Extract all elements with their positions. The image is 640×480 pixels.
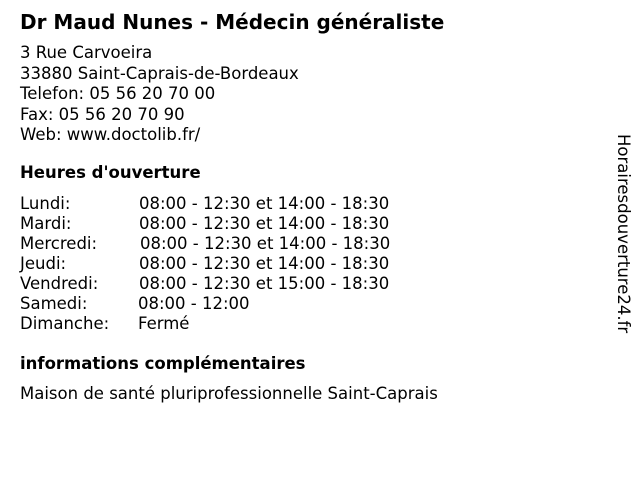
day-label: Samedi: <box>20 294 88 313</box>
opening-hours-heading: Heures d'ouverture <box>20 163 201 182</box>
website-link: Web: www.doctolib.fr/ <box>20 125 201 144</box>
time-range: Fermé <box>138 314 190 333</box>
day-label: Vendredi: <box>20 274 99 293</box>
time-range: 08:00 - 12:30 et 14:00 - 18:30 <box>140 234 391 253</box>
address-block <box>20 43 299 146</box>
day-label: Mardi: <box>20 214 72 233</box>
site-watermark: Horairesdouverture24.fr <box>614 134 633 334</box>
time-range: 08:00 - 12:00 <box>138 294 250 313</box>
day-label: Dimanche: <box>20 314 110 333</box>
time-range: 08:00 - 12:30 et 14:00 - 18:30 <box>139 194 390 213</box>
day-label: Jeudi: <box>20 254 67 273</box>
time-range: 08:00 - 12:30 et 14:00 - 18:30 <box>139 214 390 233</box>
day-label: Mercredi: <box>20 234 98 253</box>
page-title: Dr Maud Nunes - Médecin généraliste <box>20 10 445 34</box>
additional-info-text: Maison de santé pluriprofessionnelle Saint-Caprais <box>20 384 438 403</box>
city-postal-code: 33880 Saint-Caprais-de-Bordeaux <box>20 63 299 83</box>
fax-number: Fax: 05 56 20 70 90 <box>20 104 185 124</box>
additional-info-heading: informations complémentaires <box>20 354 306 373</box>
time-range: 08:00 - 12:30 et 14:00 - 18:30 <box>139 254 390 273</box>
time-range: 08:00 - 12:30 et 15:00 - 18:30 <box>139 274 390 293</box>
watermark-container <box>612 134 634 374</box>
day-label: Lundi: <box>20 194 71 213</box>
phone-number: Telefon: 05 56 20 70 00 <box>20 84 216 103</box>
street-address: 3 Rue Carvoeira <box>20 43 153 62</box>
